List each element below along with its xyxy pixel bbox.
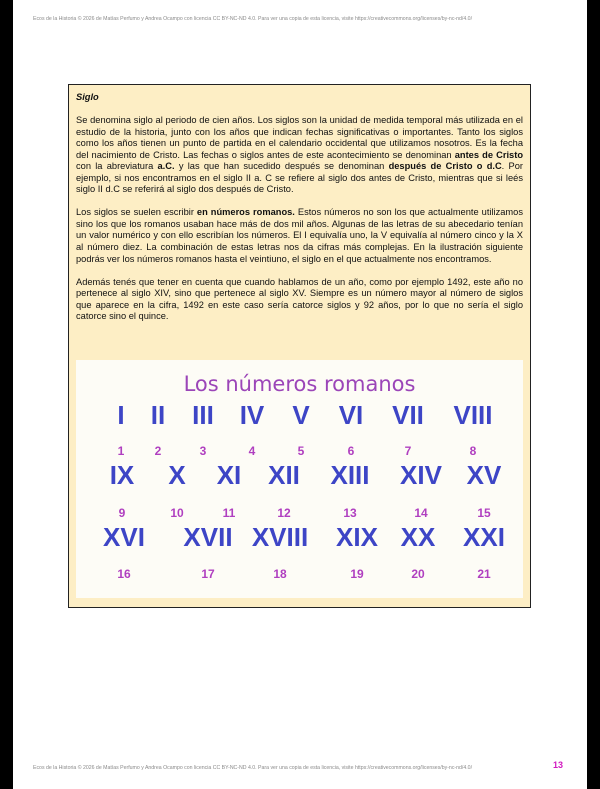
roman-numeral-10: X xyxy=(168,460,186,490)
arabic-number-8: 8 xyxy=(469,444,477,458)
arabic-number-2: 2 xyxy=(154,444,162,458)
roman-numeral-17: XVII xyxy=(183,522,233,552)
roman-numeral-19: XIX xyxy=(336,522,378,552)
roman-numeral-5: V xyxy=(292,400,310,430)
roman-numeral-21: XXI xyxy=(463,522,505,552)
p1-bold-antes: antes de Cristo xyxy=(454,149,523,160)
roman-numeral-6: VI xyxy=(338,400,364,430)
roman-numeral-2: II xyxy=(150,400,166,430)
roman-numeral-14: XIV xyxy=(400,460,442,490)
page-number: 13 xyxy=(553,760,564,770)
roman-numeral-7: VII xyxy=(392,400,424,430)
roman-numeral-8: VIII xyxy=(453,400,493,430)
p1-bold-ac: a.C. xyxy=(157,161,175,172)
roman-numeral-4: IV xyxy=(239,400,265,430)
p1-bold-despues: después de Cristo o d.C xyxy=(388,161,502,172)
paragraph-1 xyxy=(76,115,523,196)
arabic-number-16: 16 xyxy=(117,567,131,581)
p2-text-c: Estos números no son los que actualmente utilizamos sino los que los romanos usaban hace más de dos mil años. Algunas de las letras de su abecedario tenían un valor numérico y con ello escribían los números. El I equivalía uno, la V equivalía al número cinco y la X al número diez. La combinación de estas letras nos da cifras más complejas. En la ilustración siguiente podrás ver los números romanos hasta el veintiuno, el siglo en el que actualmente nos encontramos. xyxy=(76,207,523,264)
arabic-number-15: 15 xyxy=(477,506,491,520)
paragraph-3: Además tenés que tener en cuenta que cuando hablamos de un año, como por ejemplo 1492, este año no pertenece al siglo XIV, sino que pertenece al siglo XV. Siempre es un número mayor al número de siglos que aparece en la cifra, 1492 en este caso sería catorce siglos y 92 años, por lo que no sería el siglo catorce sino el quince. xyxy=(76,276,523,322)
roman-numeral-1: I xyxy=(117,400,125,430)
roman-numeral-12: XII xyxy=(268,460,300,490)
p1-text-c: con la abreviatura xyxy=(76,161,158,172)
roman-numeral-13: XIII xyxy=(330,460,370,490)
roman-numeral-18: XVIII xyxy=(251,522,309,552)
p1-text-a: Se denomina siglo al periodo de cien años. Los siglos son la unidad de medida temporal más utilizada en el estudio de la historia, junto con los años que indican fechas significativas o importantes. Tanto los siglos como los años tienen un punto de partida en el calendario occidental que utilizamos nosotros. Es la fecha del nacimiento de Cristo. Las fechas o siglos antes de este acontecimiento se denominan xyxy=(76,115,523,160)
arabic-number-5: 5 xyxy=(297,444,305,458)
roman-numeral-16: XVI xyxy=(103,522,145,552)
arabic-number-9: 9 xyxy=(118,506,126,520)
siglo-text xyxy=(76,92,523,334)
document-page xyxy=(13,0,587,789)
roman-numeral-9: IX xyxy=(109,460,135,490)
footer-license: Ecos de la Historia © 2026 de Matías Perfumo y Andrea Ocampo con licencia CC BY-NC-ND 4.0. Para ver una copia de esta licencia, visite https://creativecommons.org/licenses/by-nc-nd/4.0/ xyxy=(33,765,473,771)
arabic-number-4: 4 xyxy=(248,444,256,458)
roman-numeral-3: III xyxy=(192,400,214,430)
roman-title: Los números romanos xyxy=(183,372,416,396)
arabic-number-1: 1 xyxy=(117,444,125,458)
arabic-number-12: 12 xyxy=(277,506,291,520)
arabic-number-6: 6 xyxy=(347,444,355,458)
arabic-number-19: 19 xyxy=(350,567,364,581)
arabic-number-13: 13 xyxy=(343,506,357,520)
roman-numerals-illustration xyxy=(76,360,523,598)
arabic-number-20: 20 xyxy=(411,567,425,581)
box-title: Siglo xyxy=(76,92,99,102)
arabic-number-17: 17 xyxy=(201,567,215,581)
arabic-number-7: 7 xyxy=(404,444,412,458)
arabic-number-18: 18 xyxy=(273,567,287,581)
arabic-number-11: 11 xyxy=(222,506,236,520)
roman-numeral-15: XV xyxy=(466,460,502,490)
p1-text-e: . Por ejemplo, si nos encontramos en el siglo II a. C se refiere al siglo dos antes de Cristo, mientras que si leés siglo II d.C se referirá al siglo dos después de Cristo. xyxy=(76,161,523,195)
siglo-box xyxy=(68,84,531,608)
arabic-number-10: 10 xyxy=(170,506,184,520)
p2-bold-romanos: en números romanos. xyxy=(196,207,295,218)
arabic-number-21: 21 xyxy=(477,567,491,581)
p1-text-d: y las que han sucedido después se denominan xyxy=(174,161,389,172)
arabic-number-14: 14 xyxy=(414,506,428,520)
arabic-number-3: 3 xyxy=(199,444,207,458)
roman-numeral-11: XI xyxy=(216,460,242,490)
p2-text-a: Los siglos se suelen escribir xyxy=(76,207,197,218)
header-license: Ecos de la Historia © 2026 de Matías Perfumo y Andrea Ocampo con licencia CC BY-NC-ND 4.0. Para ver una copia de esta licencia, visite https://creativecommons.org/licenses/by-nc-nd/4.0/ xyxy=(33,16,473,22)
roman-numeral-20: XX xyxy=(400,522,436,552)
paragraph-2 xyxy=(76,207,523,265)
